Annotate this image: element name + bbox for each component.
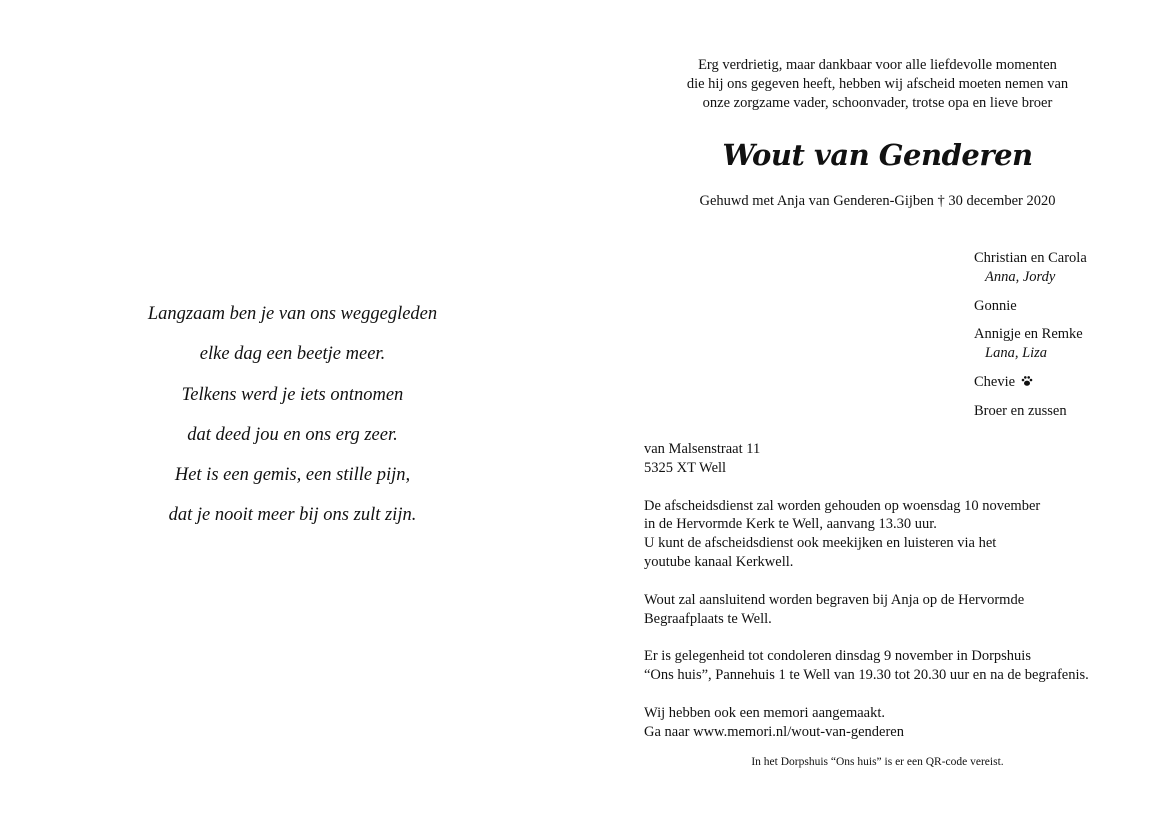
family-group (974, 325, 1087, 363)
intro-text (640, 56, 1115, 113)
poem (130, 296, 455, 538)
burial-line: Wout zal aansluitend worden begraven bij Anja op de Hervormde (644, 591, 1025, 608)
address-street: van Malsenstraat 11 (644, 441, 761, 457)
poem-line: Het is een gemis, een stille pijn, (174, 465, 411, 486)
family-name: Christian en Carola (974, 250, 1087, 266)
family-list (974, 249, 1087, 431)
service-info (644, 497, 1124, 572)
memori-line: Wij hebben ook een memori aangemaakt. (644, 704, 885, 721)
family-group (974, 297, 1087, 316)
married-line: Gehuwd met Anja van Genderen-Gijben † 30 december 2020 (699, 193, 1056, 209)
family-children: Anna, Jordy (985, 269, 1056, 285)
memori-info (644, 704, 1124, 742)
family-name: Gonnie (974, 297, 1017, 314)
intro-line: die hij ons gegeven heeft, hebben wij afscheid moeten nemen van (686, 76, 1069, 92)
paw-icon (1021, 374, 1033, 393)
service-line: youtube kanaal Kerkwell. (644, 553, 794, 570)
family-name: Annigje en Remke (974, 326, 1083, 342)
deceased-name: Wout van Genderen (722, 138, 1033, 172)
footnote: In het Dorpshuis “Ons huis” is er een QR-code vereist. (751, 756, 1004, 768)
family-group (974, 402, 1087, 421)
family-name: Chevie (974, 373, 1016, 390)
condolence-line: Er is gelegenheid tot condoleren dinsdag 9 november in Dorpshuis (644, 648, 1031, 665)
poem-line: Langzaam ben je van ons weggegleden (147, 304, 438, 324)
address-postal: 5325 XT Well (644, 459, 727, 476)
poem-line: dat deed jou en ons erg zeer. (187, 424, 398, 445)
details (644, 440, 1124, 761)
condolence-line: “Ons huis”, Pannehuis 1 te Well van 19.30 tot 20.30 uur en na de begrafenis. (644, 667, 1089, 684)
burial-info (644, 591, 1124, 629)
family-name: Broer en zussen (974, 403, 1067, 419)
condolence-info (644, 647, 1124, 685)
family-group (974, 249, 1087, 287)
poem-line: Telkens werd je iets ontnomen (181, 384, 404, 405)
intro-line: onze zorgzame vader, schoonvader, trotse opa en lieve broer (702, 95, 1053, 111)
memori-line: Ga naar www.memori.nl/wout-van-genderen (644, 723, 904, 740)
service-line: U kunt de afscheidsdienst ook meekijken en luisteren via het (644, 535, 997, 552)
poem-line: dat je nooit meer bij ons zult zijn. (168, 505, 417, 526)
family-children: Lana, Liza (985, 345, 1048, 361)
family-group (974, 373, 1087, 393)
intro-line: Erg verdrietig, maar dankbaar voor alle liefdevolle momenten (698, 57, 1057, 73)
service-line: in de Hervormde Kerk te Well, aanvang 13.30 uur. (644, 516, 937, 533)
service-line: De afscheidsdienst zal worden gehouden op woensdag 10 november (644, 497, 1041, 514)
burial-line: Begraafplaats te Well. (644, 610, 772, 627)
poem-line: elke dag een beetje meer. (199, 344, 386, 365)
address-block (644, 440, 1124, 478)
